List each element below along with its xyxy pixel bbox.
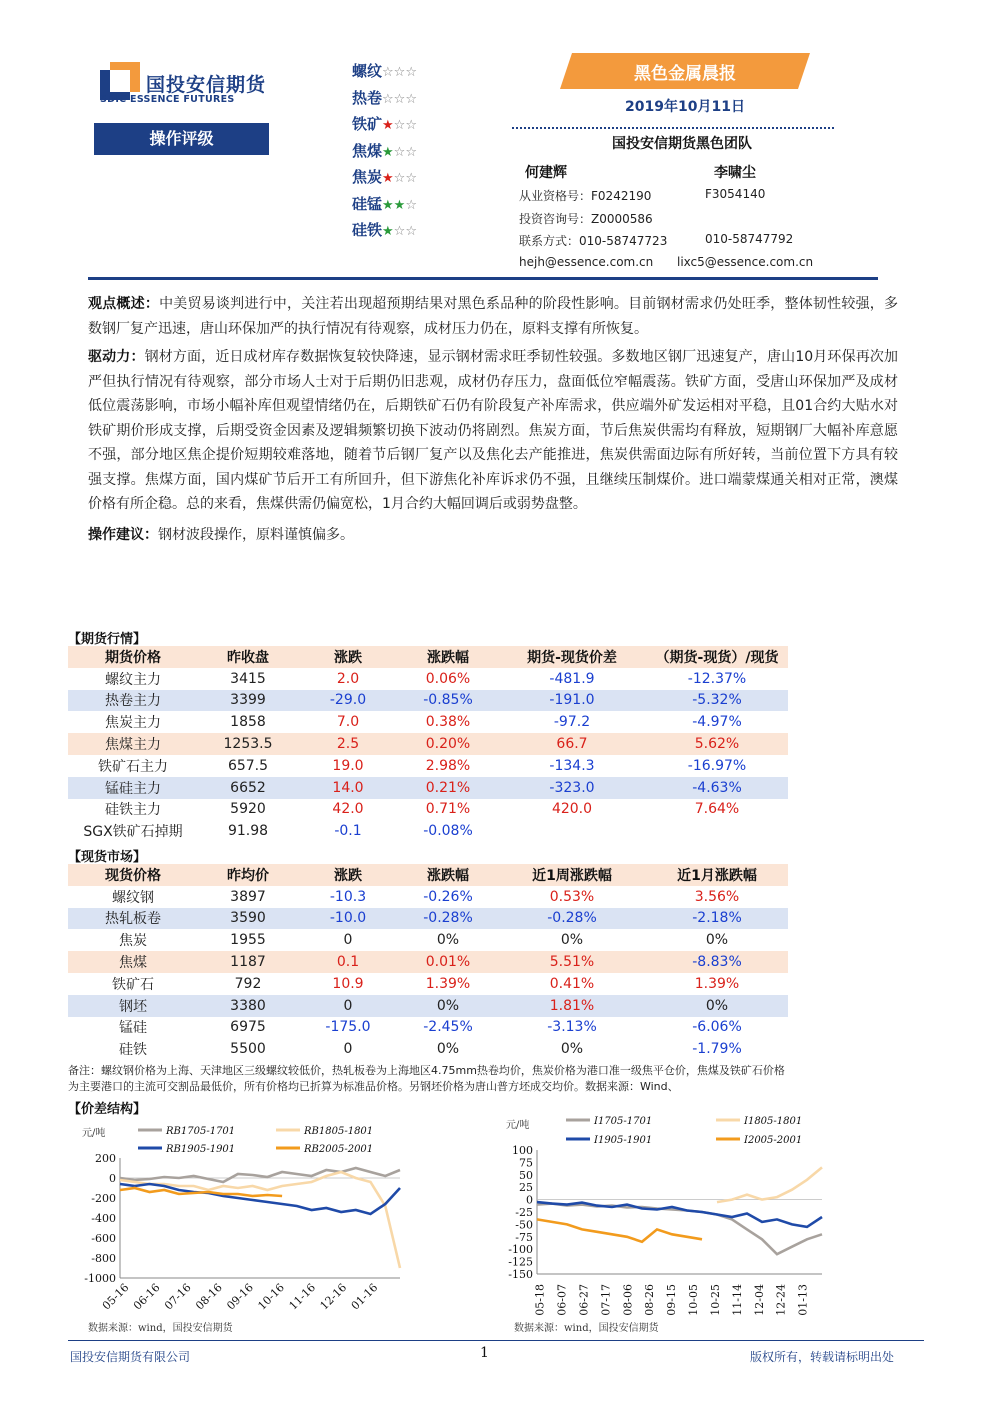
info-value: F0242190 — [591, 189, 652, 203]
table-row — [68, 929, 788, 951]
table-cell: 0.38% — [425, 714, 471, 731]
rating-row — [352, 60, 417, 87]
rating-commodity: 焦煤 — [352, 141, 383, 160]
y-tick-label: 0 — [109, 1172, 116, 1185]
table-cell: 5.62% — [694, 736, 740, 753]
table-cell: -191.0 — [549, 692, 595, 709]
table-cell: -481.9 — [549, 670, 595, 687]
overview-paragraph — [88, 292, 898, 341]
column-header: 涨跌幅 — [427, 867, 469, 884]
footer-divider — [68, 1340, 924, 1341]
table-row — [68, 799, 788, 821]
rating-commodity: 焦炭 — [352, 168, 383, 186]
rating-row — [352, 87, 417, 114]
table-row — [68, 690, 788, 712]
table-cell: 66.7 — [556, 736, 588, 753]
table-cell: -10.0 — [329, 910, 367, 927]
table-cell: 1.81% — [549, 997, 595, 1014]
table-cell: -4.97% — [692, 714, 742, 731]
table-cell: 420.0 — [551, 801, 593, 818]
table-cell: 7.64% — [694, 801, 740, 818]
table-cell: -16.97% — [687, 757, 747, 774]
x-tick-label: 01-13 — [796, 1284, 810, 1316]
x-tick-label: 01-16 — [348, 1280, 381, 1313]
table-row — [68, 995, 788, 1017]
x-tick-label: 08-06 — [621, 1284, 635, 1316]
table-row — [68, 711, 788, 733]
x-tick-label: 09-15 — [665, 1284, 679, 1316]
y-tick-label: 200 — [95, 1152, 116, 1165]
y-tick-label: 100 — [512, 1144, 533, 1157]
table-cell: -12.37% — [687, 670, 747, 687]
table-cell: 焦煤 — [119, 955, 147, 972]
rating-commodity: 螺纹 — [352, 62, 383, 80]
table-cell: 1.39% — [425, 975, 471, 992]
y-tick-label: -400 — [91, 1212, 116, 1225]
legend-label: RB1805-1801 — [304, 1126, 374, 1137]
x-tick-label: 08-16 — [193, 1280, 225, 1313]
x-tick-label: 12-04 — [752, 1284, 766, 1316]
page-number: 1 — [480, 1345, 489, 1361]
table-row — [68, 908, 788, 930]
table-cell: 0.20% — [425, 736, 471, 753]
x-tick-label: 07-17 — [599, 1284, 613, 1316]
logo-en-text: SDIC ESSENCE FUTURES — [100, 94, 235, 105]
info-label-value — [519, 232, 667, 249]
table-cell: 91.98 — [227, 823, 269, 840]
logo-cn-text: 国投安信期货 — [146, 74, 267, 96]
y-axis-label: 元/吨 — [506, 1120, 530, 1131]
table-cell: 2.98% — [425, 757, 471, 774]
x-tick-label: 10-25 — [708, 1284, 722, 1316]
report-date: 2019年10月11日 — [625, 99, 745, 115]
rating-row — [352, 140, 417, 167]
analyst-name: 李啸尘 — [714, 165, 756, 181]
column-header: 期货价格 — [105, 649, 161, 666]
legend-label: I1705-1701 — [594, 1116, 653, 1127]
price-structure-title: 【价差结构】 — [68, 1102, 147, 1117]
x-tick-label: 11-14 — [730, 1284, 744, 1316]
table-cell: -10.3 — [329, 888, 367, 905]
driver-label: 驱动力： — [88, 349, 145, 365]
table-cell: SGX铁矿石掉期 — [83, 824, 183, 841]
table-cell: 0.01% — [425, 954, 471, 971]
column-header: （期货-现货）/现货 — [655, 649, 779, 666]
divider — [512, 127, 834, 129]
rating-commodity: 硅铁 — [352, 221, 383, 239]
driver-text: 钢材方面，近日成材库存数据恢复较快降速，显示钢材需求旺季韧性较强。多数地区钢厂迅速复产，唐山10月环保再次加严但执行情况有待观察，部分市场人士对于后期仍旧悲观，成材仍存压力，盘面低位窄幅震荡。铁矿方面，受唐山环保加严及成材低位震荡影响，市场小幅补库但观望情绪仍在，后期铁矿石仍有阶段复产补库需求，供应端外矿发运相对平稳，且01合约大贴水对铁矿期价形成支撑，后期受资金因素及逻辑频繁切换下波动仍将剧烈。焦炭方面，节后焦炭供需均有释放，短期钢厂大幅补库意愿不强，部分地区焦企提价短期较难落地，随着节后钢厂复产以及焦化去产能推进，焦炭供需面边际有所好转，当前位置下方具有较强支撑。焦煤方面，国内煤矿节后开工有所回升，但下游焦化补库诉求仍不强，且继续压制煤价。进口端蒙煤通关相对正常，澳煤价格有所企稳。总的来看，焦煤供需仍偏宽松，1月合约大幅回调后或弱势盘整。 — [88, 349, 899, 512]
table-cell: -1.79% — [692, 1041, 742, 1058]
rating-stars-icon: ★★☆ — [382, 197, 417, 213]
header-divider — [88, 277, 878, 280]
report-title: 黑色金属晨报 — [634, 64, 736, 84]
legend-label: RB1705-1701 — [166, 1126, 236, 1137]
y-tick-label: -75 — [515, 1230, 533, 1244]
footer-copyright: 版权所有，转载请标明出处 — [750, 1350, 895, 1364]
overview-text: 中美贸易谈判进行中，关注若出现超预期结果对黑色系品种的阶段性影响。目前钢材需求仍处旺季，整体韧性较强，多数钢厂复产迅速，唐山环保加严的执行情况有待观察，成材压力仍在，原料支撑有所恢复。 — [88, 296, 899, 337]
y-tick-label: 25 — [519, 1181, 533, 1195]
table-row — [68, 820, 788, 842]
table-cell: 1955 — [230, 932, 266, 949]
info-label: 从业资格号： — [519, 189, 592, 203]
table-cell: 铁矿石主力 — [98, 758, 168, 775]
table-cell: 0% — [560, 1041, 584, 1058]
table-cell: 3415 — [230, 670, 266, 687]
table-cell: 3399 — [230, 692, 266, 709]
rebar-spread-chart — [70, 1118, 410, 1333]
table-row — [68, 886, 788, 908]
table-row — [68, 951, 788, 973]
x-tick-label: 05-18 — [533, 1284, 547, 1316]
table-cell: 1187 — [230, 954, 266, 971]
column-header: 昨收盘 — [227, 649, 269, 666]
x-tick-label: 06-07 — [555, 1284, 569, 1316]
info-value: 010-58747723 — [579, 234, 668, 248]
series-line — [537, 1219, 702, 1241]
summary-section — [88, 292, 898, 551]
column-header: 近1月涨跌幅 — [677, 867, 757, 884]
table-cell: 0% — [436, 932, 460, 949]
info-value: Z0000586 — [591, 211, 653, 226]
x-tick-label: 07-16 — [162, 1280, 194, 1313]
table-cell: 3590 — [230, 910, 266, 927]
table-header-row — [68, 864, 788, 886]
info-label-value — [519, 210, 653, 227]
spot-table — [68, 864, 788, 1060]
table-cell — [646, 820, 788, 842]
table-cell: 螺纹钢 — [112, 889, 154, 906]
table-cell: -2.18% — [692, 910, 742, 927]
table-cell: 0.71% — [425, 801, 471, 818]
x-tick-label: 06-27 — [577, 1284, 591, 1316]
team-name: 国投安信期货黑色团队 — [612, 136, 752, 152]
table-cell: 焦煤主力 — [105, 737, 161, 754]
y-tick-label: -125 — [508, 1255, 533, 1269]
table-cell: -0.26% — [423, 888, 473, 905]
legend-label: RB2005-2001 — [304, 1144, 374, 1155]
table-cell: 657.5 — [227, 757, 269, 774]
table-cell: 42.0 — [332, 801, 364, 818]
info-label: 联系方式： — [519, 234, 580, 248]
table-cell: 焦炭 — [119, 933, 147, 950]
info-label: 投资咨询号： — [519, 211, 592, 226]
rating-stars-icon: ★☆☆ — [382, 224, 417, 239]
table-header-row — [68, 646, 788, 668]
table-cell: -0.28% — [547, 910, 597, 927]
rating-row — [352, 219, 417, 246]
table-cell: 焦炭主力 — [105, 715, 161, 732]
info-label-value — [519, 255, 653, 269]
table-cell: 3.56% — [694, 888, 740, 905]
table-cell: 0.53% — [549, 888, 595, 905]
y-tick-label: -1000 — [84, 1272, 116, 1285]
column-header: 现货价格 — [105, 867, 161, 884]
footer-company: 国投安信期货有限公司 — [70, 1350, 191, 1364]
table-cell: -8.83% — [692, 954, 742, 971]
rating-commodity: 铁矿 — [352, 115, 383, 133]
table-cell: -0.28% — [423, 910, 473, 927]
table-cell: 6652 — [230, 779, 266, 796]
advice-text: 钢材波段操作，原料谨慎偏多。 — [158, 526, 354, 543]
table-cell: 1253.5 — [223, 736, 273, 753]
legend-label: I1905-1901 — [594, 1135, 653, 1146]
ratings-list — [352, 60, 417, 246]
legend-label: I2005-2001 — [744, 1135, 803, 1146]
table-cell: -3.13% — [547, 1019, 597, 1036]
table-cell: 热卷主力 — [105, 693, 161, 710]
x-tick-label: 09-16 — [224, 1280, 256, 1313]
series-line — [717, 1167, 822, 1202]
column-header: 涨跌 — [334, 867, 362, 884]
table-cell: 1858 — [230, 714, 266, 731]
x-tick-label: 10-16 — [255, 1280, 288, 1313]
table-row — [68, 733, 788, 755]
y-tick-label: -50 — [515, 1218, 533, 1232]
x-tick-label: 05-16 — [99, 1280, 132, 1313]
table-cell: -0.08% — [423, 823, 473, 840]
table-cell: 10.9 — [332, 975, 364, 992]
x-tick-label: 11-16 — [286, 1280, 319, 1313]
table-cell: 0 — [343, 997, 353, 1014]
table-cell: 5.51% — [549, 954, 595, 971]
advice-label: 操作建议： — [88, 526, 158, 543]
overview-label: 观点概述： — [88, 296, 160, 312]
table-cell: 0.1 — [336, 954, 360, 971]
table-cell: -175.0 — [325, 1019, 371, 1036]
column-header: 涨跌幅 — [427, 649, 469, 666]
table-cell: 螺纹主力 — [105, 671, 161, 688]
table-cell: -0.85% — [423, 692, 473, 709]
y-tick-label: 75 — [519, 1156, 533, 1170]
table-cell: 792 — [234, 975, 262, 992]
table-cell: 3380 — [230, 997, 266, 1014]
table-cell: -134.3 — [549, 757, 595, 774]
x-tick-label: 06-16 — [130, 1280, 163, 1313]
legend-label: RB1905-1901 — [166, 1144, 236, 1155]
table-cell: 3897 — [230, 888, 266, 905]
column-header: 涨跌 — [334, 649, 362, 666]
futures-section-title: 【期货行情】 — [68, 632, 147, 647]
rating-commodity: 硅锰 — [352, 194, 383, 213]
driver-paragraph — [88, 345, 898, 517]
table-cell: 锰硅 — [119, 1020, 147, 1037]
x-tick-label: 12-24 — [774, 1284, 788, 1316]
table-cell: 6975 — [230, 1019, 266, 1036]
rating-row — [352, 113, 417, 140]
table-cell: 0% — [560, 932, 584, 949]
rating-stars-icon: ☆☆☆ — [382, 65, 417, 80]
legend-label: I1805-1801 — [744, 1116, 803, 1127]
table-cell: -2.45% — [423, 1019, 473, 1036]
y-tick-label: -25 — [515, 1206, 533, 1219]
table-row — [68, 973, 788, 995]
table-cell: 0% — [436, 997, 460, 1014]
table-cell: -29.0 — [329, 692, 367, 709]
table-row — [68, 668, 788, 690]
info-value-2: 010-58747792 — [705, 232, 794, 246]
x-tick-label: 08-26 — [643, 1284, 657, 1316]
iron-ore-spread-chart — [500, 1110, 840, 1333]
x-tick-label: 12-16 — [317, 1280, 350, 1313]
table-cell: 硅铁 — [119, 1042, 147, 1059]
table-cell: 5920 — [230, 801, 266, 818]
table-cell: 0% — [705, 932, 729, 949]
info-value-2: lixc5@essence.com.cn — [677, 254, 814, 269]
table-cell: 7.0 — [336, 714, 360, 731]
table-row — [68, 1038, 788, 1060]
table-row — [68, 777, 788, 799]
table-cell: 2.5 — [336, 736, 360, 753]
chart-source: 数据来源：wind，国投安信期货 — [88, 1323, 233, 1333]
column-header: 近1周涨跌幅 — [532, 867, 612, 884]
table-cell: 0% — [705, 997, 729, 1014]
column-header: 期货-现货价差 — [527, 649, 617, 666]
table-cell: -97.2 — [553, 714, 591, 731]
table-cell: -323.0 — [549, 779, 595, 796]
y-tick-label: 50 — [519, 1168, 533, 1182]
spot-section-title: 【现货市场】 — [68, 850, 147, 865]
table-cell: -5.32% — [692, 692, 742, 709]
table-cell: -4.63% — [692, 779, 742, 796]
rating-commodity: 热卷 — [352, 88, 383, 107]
rating-stars-icon: ★☆☆ — [382, 171, 417, 186]
table-cell: 0 — [343, 1041, 353, 1058]
table-cell: 0% — [436, 1041, 460, 1058]
chart-source: 数据来源：wind，国投安信期货 — [514, 1323, 659, 1333]
futures-table — [68, 646, 788, 842]
y-tick-label: 0 — [526, 1193, 533, 1207]
table-cell: 铁矿石 — [112, 976, 154, 993]
table-cell: 钢坯 — [119, 998, 147, 1015]
table-cell: -0.1 — [334, 823, 362, 840]
y-tick-label: -100 — [508, 1243, 533, 1257]
table-cell: 5500 — [230, 1041, 266, 1058]
info-value: hejh@essence.com.cn — [519, 254, 654, 269]
table-cell: 1.39% — [694, 975, 740, 992]
rating-stars-icon: ★☆☆ — [382, 118, 417, 133]
y-tick-label: -800 — [91, 1252, 116, 1265]
table-row — [68, 755, 788, 777]
table-cell: 14.0 — [332, 779, 364, 796]
table-cell — [498, 820, 646, 842]
y-tick-label: -200 — [91, 1192, 116, 1205]
table-cell: 0.21% — [425, 779, 471, 796]
y-tick-label: -150 — [508, 1268, 533, 1281]
data-note: 备注：螺纹钢价格为上海、天津地区三级螺纹较低价，热轧板卷为上海地区4.75mm热卷均价，焦炭价格为港口准一级焦平仓价，焦煤及铁矿石价格为主要港口的主流可交割品最低价，所有价格均已折算为标准品价格。另钢坯价格为唐山普方坯成交均价。数据来源：Wind、 — [68, 1064, 785, 1093]
rating-stars-icon: ☆☆☆ — [382, 91, 417, 107]
x-tick-label: 10-05 — [687, 1284, 701, 1316]
y-tick-label: -600 — [91, 1232, 116, 1245]
table-cell: 热轧板卷 — [105, 911, 161, 928]
table-row — [68, 1017, 788, 1039]
rating-row — [352, 193, 417, 220]
analyst-name: 何建辉 — [525, 165, 567, 181]
table-cell: 硅铁主力 — [105, 802, 161, 819]
info-label-value — [519, 187, 651, 204]
table-cell: -6.06% — [692, 1019, 742, 1036]
table-cell: 0.41% — [549, 975, 595, 992]
table-cell: 2.0 — [336, 670, 360, 687]
column-header: 昨均价 — [227, 867, 269, 884]
table-cell: 0 — [343, 932, 353, 949]
rating-row — [352, 166, 417, 193]
y-axis-label: 元/吨 — [82, 1128, 106, 1139]
table-cell: 19.0 — [332, 757, 364, 774]
info-value-2: F3054140 — [705, 187, 766, 201]
advice-paragraph — [88, 523, 898, 548]
operation-rating-label: 操作评级 — [94, 123, 269, 155]
rating-stars-icon: ★☆☆ — [382, 144, 417, 160]
table-cell: 锰硅主力 — [105, 780, 161, 797]
table-cell: 0.06% — [425, 670, 471, 687]
